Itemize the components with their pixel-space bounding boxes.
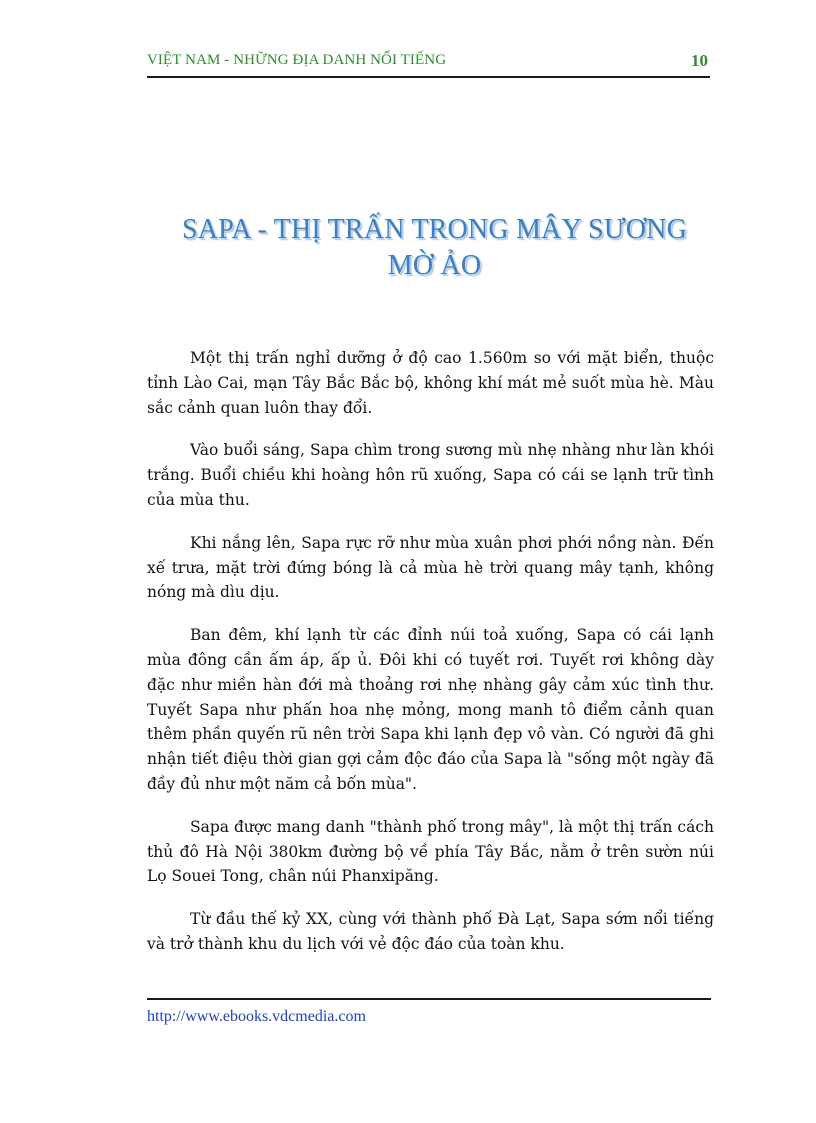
footer-website-link[interactable]: http://www.ebooks.vdcmedia.com [147, 1008, 366, 1025]
chapter-title-line-2: MỜ ẢO [387, 250, 482, 281]
running-title: VIỆT NAM - NHỮNG ĐỊA DANH NỔI TIẾNG [147, 52, 447, 68]
paragraph: Khi nắng lên, Sapa rực rỡ như mùa xuân phơi phới nồng nàn. Đến xế trưa, mặt trời đứng bóng là cả mùa hè trời quang mây tạnh, không nóng mà dìu dịu. [147, 533, 714, 602]
page-number: 10 [691, 51, 708, 70]
paragraph: Sapa được mang danh "thành phố trong mây", là một thị trấn cách thủ đô Hà Nội 380km đường bộ về phía Tây Bắc, nằm ở trên sườn núi Lọ Souei Tong, chân núi Phanxipăng. [147, 817, 714, 886]
paragraph: Một thị trấn nghỉ dưỡng ở độ cao 1.560m so với mặt biển, thuộc tỉnh Lào Cai, mạn Tây Bắc Bắc bộ, không khí mát mẻ suốt mùa hè. Màu sắc cảnh quan luôn thay đổi. [147, 349, 714, 417]
paragraph: Ban đêm, khí lạnh từ các đỉnh núi toả xuống, Sapa có cái lạnh mùa đông cần ấm áp, ấp ủ. Đôi khi có tuyết rơi. Tuyết rơi không dày đặc như miền hàn đới mà thoảng rơi nhẹ nhàng gây cảm xúc tình thư. Tuyết Sapa như phấn hoa nhẹ mỏng, mong manh tô điểm cảnh quan thêm phần quyến rũ nên trời Sapa khi lạnh đẹp vô vàn. Có người đã ghi nhận tiết điệu thời gian gợi cảm độc đáo của Sapa là "sống một ngày đã đầy đủ như một năm cả bốn mùa". [147, 626, 714, 793]
page-header [147, 52, 710, 78]
paragraph: Vào buổi sáng, Sapa chìm trong sương mù nhẹ nhàng như làn khói trắng. Buổi chiều khi hoàng hôn rũ xuống, Sapa có cái se lạnh trữ tình của mùa thu. [147, 441, 714, 509]
chapter-title [147, 212, 722, 284]
paragraph: Từ đầu thế kỷ XX, cùng với thành phố Đà Lạt, Sapa sớm nổi tiếng và trở thành khu du lịch với vẻ độc đáo của toàn khu. [147, 910, 714, 953]
chapter-title-line-1: SAPA - THỊ TRẤN TRONG MÂY SƯƠNG [181, 214, 688, 245]
body-text [147, 346, 714, 975]
footer-divider [147, 998, 711, 1000]
